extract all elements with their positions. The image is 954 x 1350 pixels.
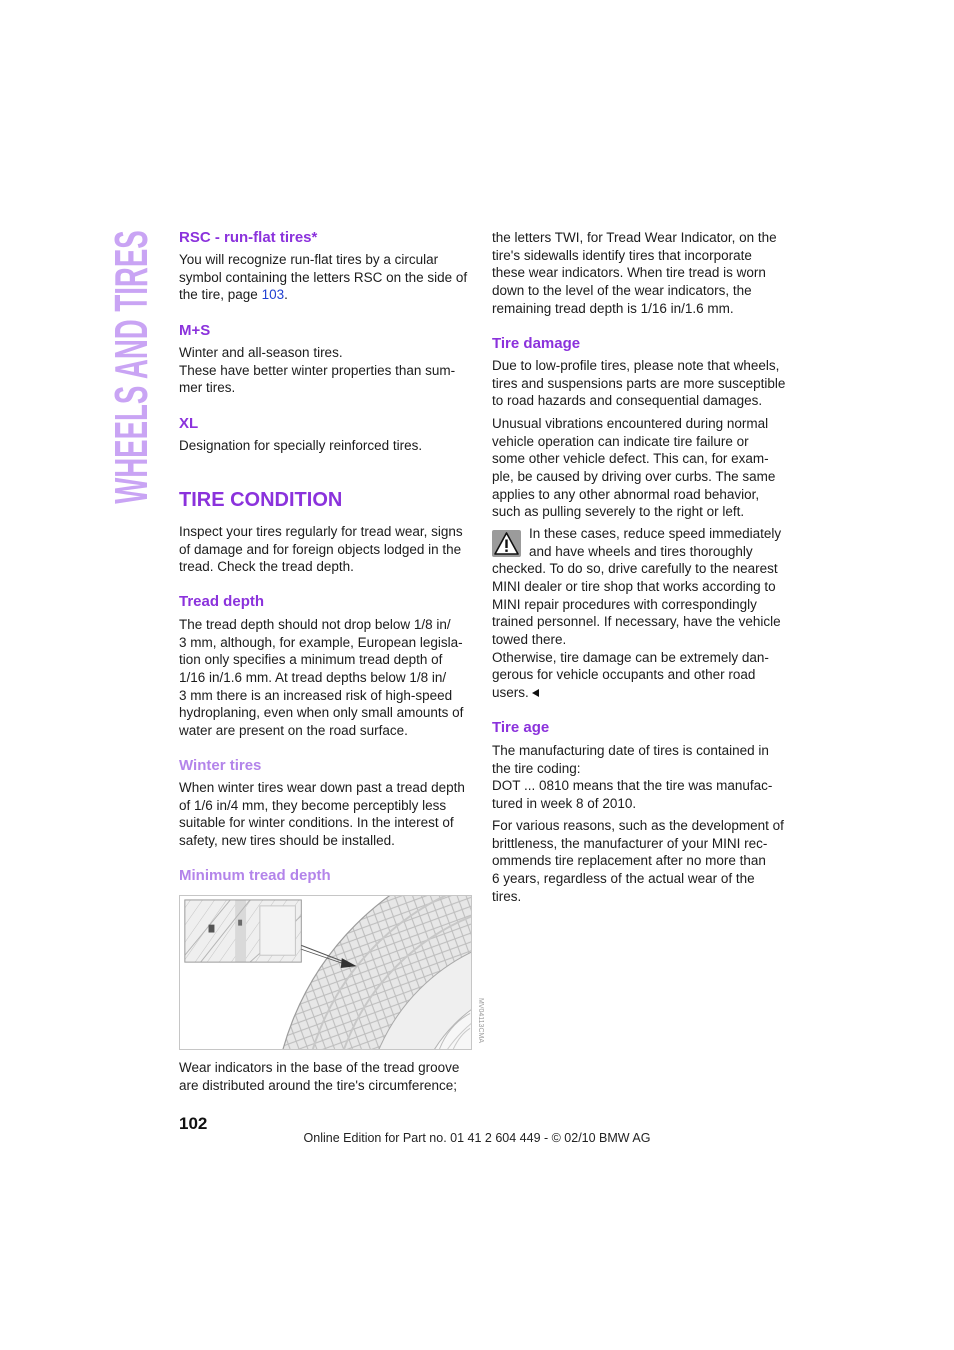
figure-code: MV04113CMA (477, 998, 484, 1044)
text-line: MINI dealer or tire shop that works according to (492, 578, 776, 594)
end-mark-triangle-icon (532, 689, 539, 697)
text-line: DOT ... 0810 means that the tire was manufac- (492, 778, 773, 794)
text-line: tires and suspensions parts are more susceptible (492, 375, 786, 391)
text-line: suitable for winter conditions. In the interest of (179, 815, 454, 831)
text-line: the letters TWI, for Tread Wear Indicator, on the (492, 230, 777, 245)
tread-wear-indicator-figure (179, 895, 472, 1050)
text-line: Unusual vibrations encountered during normal (492, 416, 769, 431)
text-segment: . (284, 287, 288, 303)
text-line: In these cases, reduce speed immediately (529, 526, 782, 541)
heading-winter-tires: Winter tires (179, 757, 262, 774)
text-line: tured in week 8 of 2010. (492, 795, 637, 811)
text-line: these wear indicators. When tire tread is worn (492, 265, 766, 281)
text-line: gerous for vehicle occupants and other road (492, 667, 756, 683)
section-title-tire-condition: TIRE CONDITION (179, 489, 343, 511)
text-line: 3 mm there is an increased risk of high-speed (179, 687, 453, 703)
text-segment: the tire, page (179, 287, 262, 303)
tire-damage-paragraph-2 (492, 415, 775, 521)
text-line: Wear indicators in the base of the tread groove (179, 1060, 460, 1075)
text-segment: users. (492, 684, 529, 700)
chapter-side-tab: WHEELS AND TIRES (105, 230, 157, 504)
text-line: tread. Check the tread depth. (179, 559, 354, 575)
text-line: You will recognize run-flat tires by a circular (179, 252, 439, 267)
figure-caption (179, 1059, 459, 1094)
ms-body (179, 344, 455, 397)
text-line: Inspect your tires regularly for tread wear, signs (179, 524, 463, 539)
text-line: down to the level of the wear indicators, the (492, 282, 752, 298)
text-line: trained personnel. If necessary, have the vehicle (492, 614, 781, 630)
text-line: 6 years, regardless of the actual wear of the (492, 870, 755, 886)
page-number: 102 (179, 1114, 208, 1133)
text-line: ple, be caused by driving over curbs. The same (492, 468, 776, 484)
warning-lines (492, 525, 781, 684)
text-line: applies to any other abnormal road behavior, (492, 486, 760, 502)
text-line: These have better winter properties than sum- (179, 362, 456, 378)
text-line: are distributed around the tire's circumference; (179, 1077, 457, 1093)
tire-damage-paragraph-1 (492, 357, 785, 410)
tread-depth-body (179, 616, 463, 740)
heading-tread-depth: Tread depth (179, 593, 265, 610)
text-line: For various reasons, such as the development of (492, 818, 784, 833)
text-line: symbol containing the letters RSC on the side of (179, 269, 468, 285)
heading-m-s: M+S (179, 322, 211, 339)
text-line: Due to low-profile tires, please note that wheels, (492, 358, 780, 373)
text-line: 1/16 in/1.6 mm. At tread depths below 1/8 in/ (179, 669, 447, 685)
tire-illustration (180, 896, 471, 1049)
text-line: some other vehicle defect. This can, for exam- (492, 451, 769, 467)
text-line: vehicle operation can indicate tire failure or (492, 433, 749, 449)
page-ref-link[interactable]: 103 (261, 287, 285, 303)
heading-tire-damage: Tire damage (492, 335, 581, 352)
heading-tire-age: Tire age (492, 719, 550, 736)
text-line: tires. (492, 888, 522, 904)
text-line: brittleness, the manufacturer of your MINI rec- (492, 835, 768, 851)
tire-condition-intro (179, 523, 463, 576)
text-line: mer tires. (179, 380, 236, 396)
text-line: Winter and all-season tires. (179, 345, 343, 360)
text-line: hydroplaning, even when only small amounts of (179, 705, 464, 721)
heading-xl: XL (179, 415, 199, 432)
rsc-body (179, 251, 467, 304)
text-line: The tread depth should not drop below 1/8 in/ (179, 617, 451, 632)
text-line: ommends tire replacement after no more than (492, 853, 766, 869)
text-line: and have wheels and tires thoroughly (529, 543, 753, 559)
text-line: The manufacturing date of tires is contained in (492, 743, 769, 758)
text-line: When winter tires wear down past a tread depth (179, 780, 465, 795)
warning-note (492, 525, 781, 702)
footer-edition-note: Online Edition for Part no. 01 41 2 604 449 - © 02/10 BMW AG (303, 1131, 651, 1145)
text-line (492, 684, 781, 702)
tire-age-paragraph-2 (492, 817, 784, 905)
text-line: water are present on the road surface. (179, 722, 408, 738)
rsc-lines (179, 251, 467, 286)
text-line: checked. To do so, drive carefully to the nearest (492, 561, 778, 577)
text-line: of 1/6 in/4 mm, they become perceptibly less (179, 797, 447, 813)
tread-closeup-inset (185, 900, 301, 962)
text-line: tire's sidewalls identify tires that incorporate (492, 247, 752, 263)
tire-age-paragraph-1 (492, 742, 772, 813)
tread-wear-indicator-continued (492, 229, 777, 317)
text-line: 3 mm, although, for example, European legisla- (179, 634, 463, 650)
text-line: Designation for specially reinforced tires. (179, 438, 423, 453)
text-line: towed there. (492, 631, 567, 647)
text-line: the tire coding: (492, 760, 581, 776)
heading-rsc-run-flat-tires: RSC - run-flat tires* (179, 229, 318, 246)
text-line: such as pulling severely to the right or left. (492, 504, 745, 520)
text-line: of damage and for foreign objects lodged in the (179, 541, 462, 557)
text-line: safety, new tires should be installed. (179, 832, 395, 848)
heading-minimum-tread-depth: Minimum tread depth (179, 867, 331, 884)
wear-indicator-marker (209, 925, 215, 933)
xl-body (179, 437, 422, 455)
text-line: to road hazards and consequential damages. (492, 393, 763, 409)
text-line: remaining tread depth is 1/16 in/1.6 mm. (492, 300, 734, 316)
winter-tires-body (179, 779, 465, 850)
text-line (179, 286, 467, 304)
text-line: tion only specifies a minimum tread depth of (179, 652, 443, 668)
text-line: MINI repair procedures with correspondingly (492, 596, 757, 612)
text-line: Otherwise, tire damage can be extremely dan- (492, 649, 769, 665)
